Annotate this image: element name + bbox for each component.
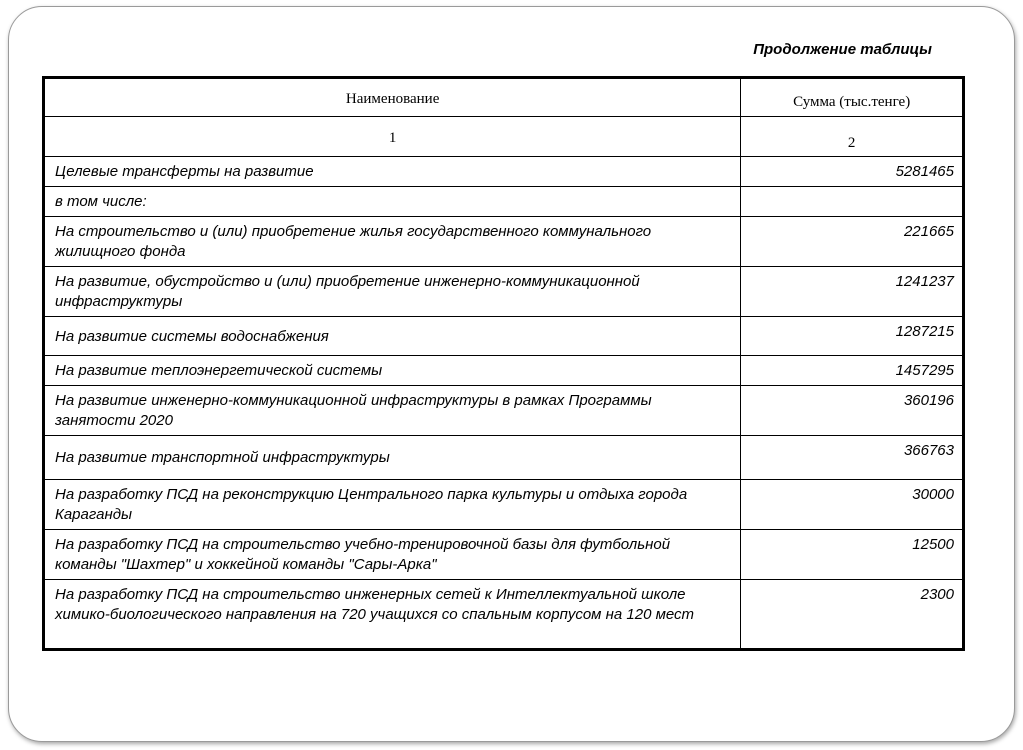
row-sum: 1457295 <box>741 356 964 386</box>
table-row <box>44 436 964 480</box>
row-sum: 1241237 <box>741 267 964 317</box>
table-row <box>44 187 964 217</box>
row-sum: 221665 <box>741 217 964 267</box>
row-name: На разработку ПСД на строительство учебно-тренировочной базы для футбольной команды "Шахтер" и хоккейной команды "Сары-Арка" <box>44 530 741 580</box>
row-name: На развитие инженерно-коммуникационной инфраструктуры в рамках Программы занятости 2020 <box>44 386 741 436</box>
row-sum: 1287215 <box>741 317 964 356</box>
row-sum: 2300 <box>741 580 964 650</box>
row-name: На развитие системы водоснабжения <box>44 317 741 356</box>
row-name: На разработку ПСД на строительство инженерных сетей к Интеллектуальной школе химико-биологического направления на 720 учащихся со спальным корпусом на 120 мест <box>44 580 741 650</box>
table-continuation-caption: Продолжение таблицы <box>753 41 932 58</box>
header-name-cell <box>44 78 741 117</box>
column-number-sum-cell <box>741 117 964 157</box>
table-row <box>44 580 964 650</box>
table-row <box>44 530 964 580</box>
row-name: На развитие, обустройство и (или) приобретение инженерно-коммуникационной инфраструктуры <box>44 267 741 317</box>
row-sum: 12500 <box>741 530 964 580</box>
row-name: На строительство и (или) приобретение жилья государственного коммунального жилищного фонда <box>44 217 741 267</box>
header-sum-cell <box>741 78 964 117</box>
column-number-name-cell <box>44 117 741 157</box>
header-sum-label: Сумма (тыс.тенге) <box>793 94 911 110</box>
row-sum: 360196 <box>741 386 964 436</box>
column-number-2: 2 <box>847 135 856 151</box>
table-row <box>44 386 964 436</box>
row-name: На разработку ПСД на реконструкцию Центрального парка культуры и отдыха города Караганды <box>44 480 741 530</box>
column-number-row <box>44 117 964 157</box>
row-sum: 30000 <box>741 480 964 530</box>
row-name: На развитие теплоэнергетической системы <box>44 356 741 386</box>
table-row <box>44 480 964 530</box>
row-name: На развитие транспортной инфраструктуры <box>44 436 741 480</box>
table-row <box>44 267 964 317</box>
table-row <box>44 217 964 267</box>
column-number-1: 1 <box>388 130 397 146</box>
row-name: Целевые трансферты на развитие <box>44 157 741 187</box>
row-sum: 366763 <box>741 436 964 480</box>
budget-table <box>42 76 965 651</box>
table-row <box>44 356 964 386</box>
header-row <box>44 78 964 117</box>
row-sum: 5281465 <box>741 157 964 187</box>
table-row <box>44 317 964 356</box>
row-sum <box>741 187 964 217</box>
row-name: в том числе: <box>44 187 741 217</box>
header-name-label: Наименование <box>345 91 440 107</box>
table-row <box>44 157 964 187</box>
